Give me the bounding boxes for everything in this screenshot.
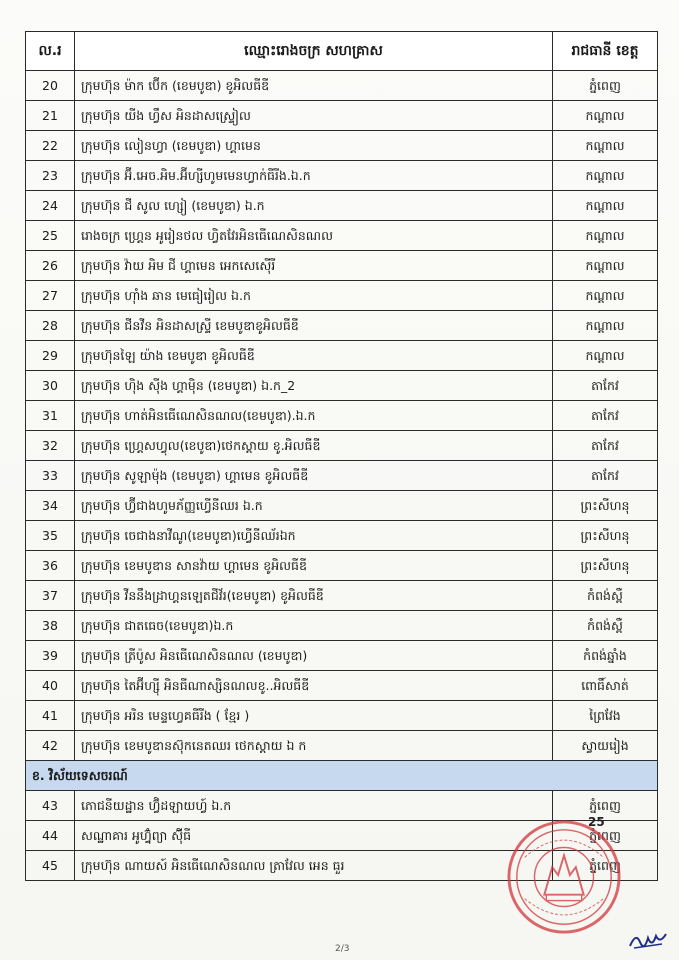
row-province: ភ្នំពេញ (553, 851, 658, 881)
table-row (26, 431, 658, 461)
row-no: 42 (26, 731, 75, 761)
row-no: 26 (26, 251, 75, 281)
row-name: ក្រុមហ៊ុន ហ៊ិង ស៊ីង ហ្គាម៉ិន (ខេមបូឌា) ឯ.ក_2 (75, 371, 553, 401)
row-name: ក្រុមហ៊ុន តៃអ៊ីហ្ស៊ី អិនធីណាស្សិនណលខូ..អិលធីឌី (75, 671, 553, 701)
table-row (26, 521, 658, 551)
row-name: រោងចក្រ ហ្គ្រេន អូរៀនថល ហ្វិតវែរអិនធើណេសិនណល (75, 221, 553, 251)
row-no: 36 (26, 551, 75, 581)
row-name: សណ្ឋាគារ អូហ្វ៊ុំព្យា ស៊ុីធី (75, 821, 553, 851)
table-row (26, 461, 658, 491)
row-no: 21 (26, 101, 75, 131)
row-name: ក្រុមហ៊ុន ហ៊ាំង ឆាន មេធៀរៀល ឯ.ក (75, 281, 553, 311)
page-number: 25 (588, 815, 605, 829)
row-name: ក្រុមហ៊ុន ខេមបូឌានស៊ុកនេតឈរ ថេកស្ដាយ ឯ ក (75, 731, 553, 761)
row-name: ក្រុមហ៊ុន ជាតធេច(ខេមបូឌា)ឯ.ក (75, 611, 553, 641)
row-no: 32 (26, 431, 75, 461)
signature-icon (628, 928, 668, 952)
row-no: 22 (26, 131, 75, 161)
row-no: 40 (26, 671, 75, 701)
table-row (26, 701, 658, 731)
row-no: 31 (26, 401, 75, 431)
table-row (26, 131, 658, 161)
row-province: កណ្ដាល (553, 191, 658, 221)
row-province: ភ្នំពេញ (553, 791, 658, 821)
table-row (26, 821, 658, 851)
row-province: ពោធិ៍សាត់ (553, 671, 658, 701)
section-title: ខ. វិស័យទេសចរណ៍ (26, 761, 658, 791)
registry-table (25, 31, 658, 881)
row-province: កណ្ដាល (553, 101, 658, 131)
header-name: ឈ្មោះរោងចក្រ សហគ្រាស (75, 32, 553, 71)
row-name: ក្រុមហ៊ុន ត្រីប៉ូស អិនធើណេសិនណល (ខេមបូឌា) (75, 641, 553, 671)
table-row (26, 611, 658, 641)
row-no: 30 (26, 371, 75, 401)
row-province: តាកែវ (553, 401, 658, 431)
row-province: កណ្ដាល (553, 311, 658, 341)
table-row (26, 551, 658, 581)
table-row (26, 401, 658, 431)
row-no: 35 (26, 521, 75, 551)
table-row (26, 731, 658, 761)
row-name: ភោជនីយដ្ឋាន ហ្វ៊ិដឡាយហ្វ៍ ឯ.ក (75, 791, 553, 821)
row-name: ក្រុមហ៊ុន ខេមបូឌាន សានវ៉ាយ ហ្គាមេន ខូអិលធីឌី (75, 551, 553, 581)
row-no: 45 (26, 851, 75, 881)
row-province: ស្វាយរៀង (553, 731, 658, 761)
table-row (26, 581, 658, 611)
row-name: ក្រុមហ៊ុន សូឡាម៉ុង (ខេមបូឌា) ហ្គាមេន ខូអិលធីឌី (75, 461, 553, 491)
footer-page-number: 2/3 (335, 944, 350, 954)
row-province: ព្រះសីហនុ (553, 491, 658, 521)
row-name: ក្រុមហ៊ុន ហ្គ្រេសហ្វុល(ខេបូឌា)ថេកស្ដាយ ខូ.អិលធីឌី (75, 431, 553, 461)
table-row (26, 191, 658, 221)
row-no: 43 (26, 791, 75, 821)
row-province: ព្រះសីហនុ (553, 551, 658, 581)
row-no: 20 (26, 71, 75, 101)
row-name: ក្រុមហ៊ុន ម៉ាក ប៊ើក (ខេមបូឌា) ខូអិលធីឌី (75, 71, 553, 101)
row-province: ព្រះសីហនុ (553, 521, 658, 551)
row-no: 23 (26, 161, 75, 191)
table-row (26, 221, 658, 251)
row-province: កំពង់ស្ពឺ (553, 611, 658, 641)
table-row (26, 341, 658, 371)
table-row (26, 671, 658, 701)
header-no: ល.រ (26, 32, 75, 71)
table-row (26, 791, 658, 821)
row-province: កំពង់ឆ្នាំង (553, 641, 658, 671)
row-no: 27 (26, 281, 75, 311)
row-name: ក្រុមហ៊ុន អ៊ី.អេច.អិម.អ៊ីហ្សីហូមមេនហ្វាក់ធីរីង.ឯ.ក (75, 161, 553, 191)
table-row (26, 281, 658, 311)
section-header-row (26, 761, 658, 791)
table-header-row (26, 32, 658, 71)
table-row (26, 71, 658, 101)
row-no: 33 (26, 461, 75, 491)
row-no: 37 (26, 581, 75, 611)
row-province: ភ្នំពេញ (553, 821, 658, 851)
row-province: កណ្ដាល (553, 281, 658, 311)
row-province: ព្រៃវែង (553, 701, 658, 731)
row-name: ក្រុមហ៊ុន ណាយស៍ អិនធើណេសិនណល ត្រាវែល អេន ធួរ (75, 851, 553, 881)
table-row (26, 641, 658, 671)
row-province: តាកែវ (553, 461, 658, 491)
table-row (26, 491, 658, 521)
row-province: កណ្ដាល (553, 341, 658, 371)
row-no: 25 (26, 221, 75, 251)
row-name: ក្រុមហ៊ុន លៀនហ្វា (ខេមបូឌា) ហ្គាមេន (75, 131, 553, 161)
row-no: 39 (26, 641, 75, 671)
row-province: កណ្ដាល (553, 131, 658, 161)
row-name: ក្រុមហ៊ុន វ៉ាយ អិម ជី ហ្គាមេន អេកសេស៊ើរី (75, 251, 553, 281)
table-row (26, 371, 658, 401)
row-province: ភ្នំពេញ (553, 71, 658, 101)
row-province: តាកែវ (553, 371, 658, 401)
header-province: រាជធានី ខេត្ត (553, 32, 658, 71)
row-name: ក្រុមហ៊ុនឡៃ យ៉ាង ខេមបូឌា ខូអិលធីឌី (75, 341, 553, 371)
table-row (26, 161, 658, 191)
row-name: ក្រុមហ៊ុន ហាត់អិនធើណេសិនណល(ខេមបូឌា).ឯ.ក (75, 401, 553, 431)
row-no: 41 (26, 701, 75, 731)
row-province: កណ្ដាល (553, 221, 658, 251)
row-name: ក្រុមហ៊ុន ចេជាងនាវីណូ(ខេមបូឌា)ហ្វើនីឈ័រឯក (75, 521, 553, 551)
row-name: ក្រុមហ៊ុន យីង ហ្វឹស អិនដាសស្ទ្រៀល (75, 101, 553, 131)
row-province: កណ្ដាល (553, 251, 658, 281)
row-province: កណ្ដាល (553, 161, 658, 191)
row-name: ក្រុមហ៊ុន ជី សូល ហ្សៀ (ខេមបូឌា) ឯ.ក (75, 191, 553, 221)
table-row (26, 251, 658, 281)
row-province: តាកែវ (553, 431, 658, 461)
row-no: 44 (26, 821, 75, 851)
table-row (26, 311, 658, 341)
row-no: 34 (26, 491, 75, 521)
table-row (26, 851, 658, 881)
row-name: ក្រុមហ៊ុន ហ្វ៊ីជាងហូមភ័ញ្ញហ្វើនីឈរ ឯ.ក (75, 491, 553, 521)
table-row (26, 101, 658, 131)
row-province: កំពង់ស្ពឺ (553, 581, 658, 611)
row-name: ក្រុមហ៊ុន ជីនវីន អិនដាសស្ទ្រី ខេមបូឌាខូអិលធីឌី (75, 311, 553, 341)
row-no: 38 (26, 611, 75, 641)
row-no: 28 (26, 311, 75, 341)
row-no: 24 (26, 191, 75, 221)
row-name: ក្រុមហ៊ុន វីននឹងដ្រាហ្គនឡេតជីវ័រ(ខេមបូឌា) ខូអិលធីឌី (75, 581, 553, 611)
row-no: 29 (26, 341, 75, 371)
row-name: ក្រុមហ៊ុន អរិន មេន្ទហ្វេគធីរីង ( ខ្មែរ ) (75, 701, 553, 731)
